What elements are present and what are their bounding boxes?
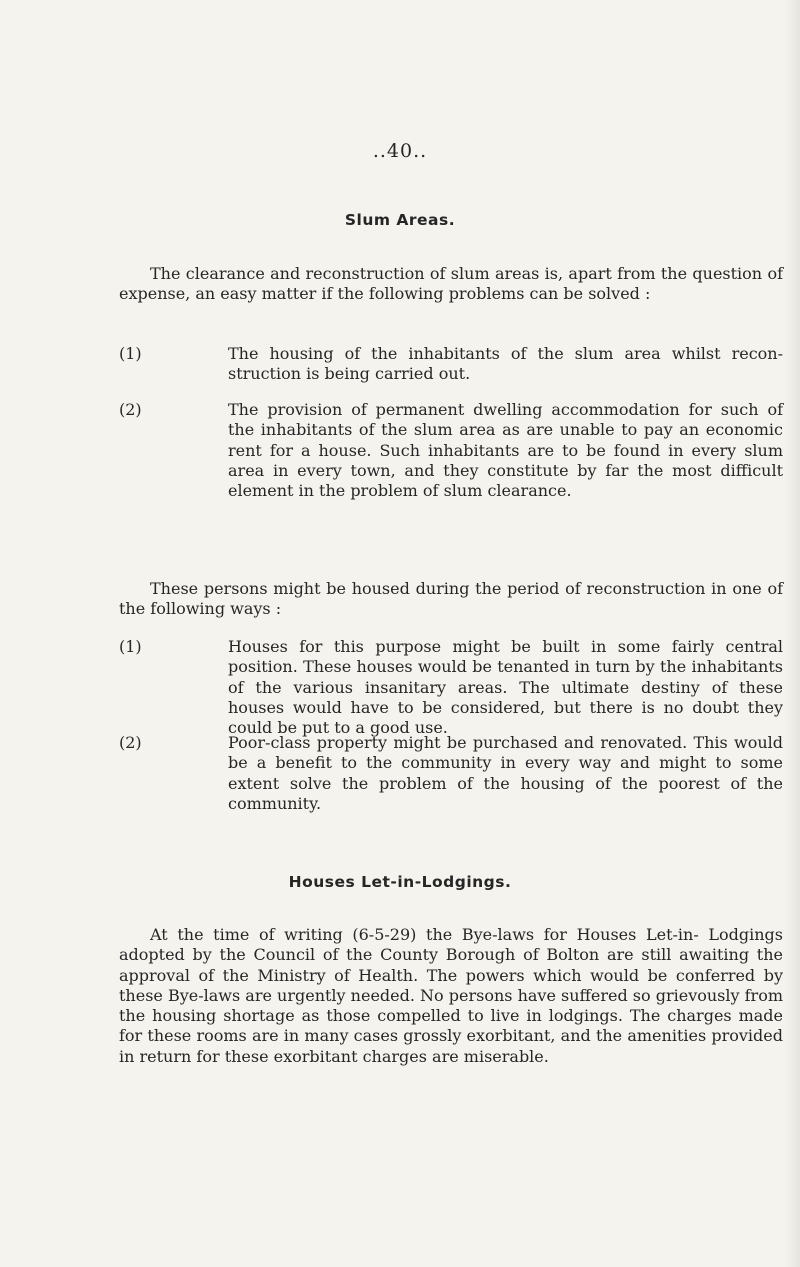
- slum-intro-paragraph: The clearance and reconstruction of slum areas is, apart from the question of expense, an easy matter if the following problems can be solved :: [119, 264, 783, 304]
- way-text-1: Houses for this purpose might be built in some fairly central position. These houses would be tenanted in turn by the inhabitants of the various insanitary areas. The ultimate destiny of these houses would have to be considered, but there is no doubt they could be put to a good use.: [228, 637, 783, 738]
- section-heading-slum-areas: Slum Areas.: [344, 211, 456, 229]
- problem-text-1: The housing of the inhabitants of the slum area whilst recon- struction is being carried out.: [228, 344, 783, 384]
- problem-number-2: (2): [119, 400, 142, 419]
- ways-intro-paragraph: These persons might be housed during the period of reconstruction in one of the following ways :: [119, 579, 783, 619]
- way-number-1: (1): [119, 637, 142, 656]
- problem-number-1: (1): [119, 344, 142, 363]
- section-heading-houses-let-in-lodgings: Houses Let-in-Lodgings.: [288, 873, 512, 891]
- page-number: ..40..: [372, 140, 428, 162]
- lodgings-paragraph: At the time of writing (6-5-29) the Bye-laws for Houses Let-in- Lodgings adopted by the Council of the County Borough of Bolton are still awaiting the approval of the Ministry of Health. The powers which would be conferred by these Bye-laws are urgently needed. No persons have suffered so grievously from the housing shortage as those compelled to live in lodgings. The charges made for these rooms are in many cases grossly exorbitant, and the amenities provided in return for these exorbitant charges are miserable.: [119, 925, 784, 1066]
- way-text-2: Poor-class property might be purchased and renovated. This would be a benefit to the community in every way and might to some extent solve the problem of the housing of the poorest of the community.: [228, 733, 783, 813]
- way-number-2: (2): [119, 733, 142, 752]
- problem-text-2: The provision of permanent dwelling accommodation for such of the inhabitants of the slum area as are unable to pay an economic rent for a house. Such inhabitants are to be found in every slum area in every town, and they constitute by far the most difficult element in the problem of slum clearance.: [228, 400, 783, 501]
- page-edge-shadow: [786, 0, 800, 1267]
